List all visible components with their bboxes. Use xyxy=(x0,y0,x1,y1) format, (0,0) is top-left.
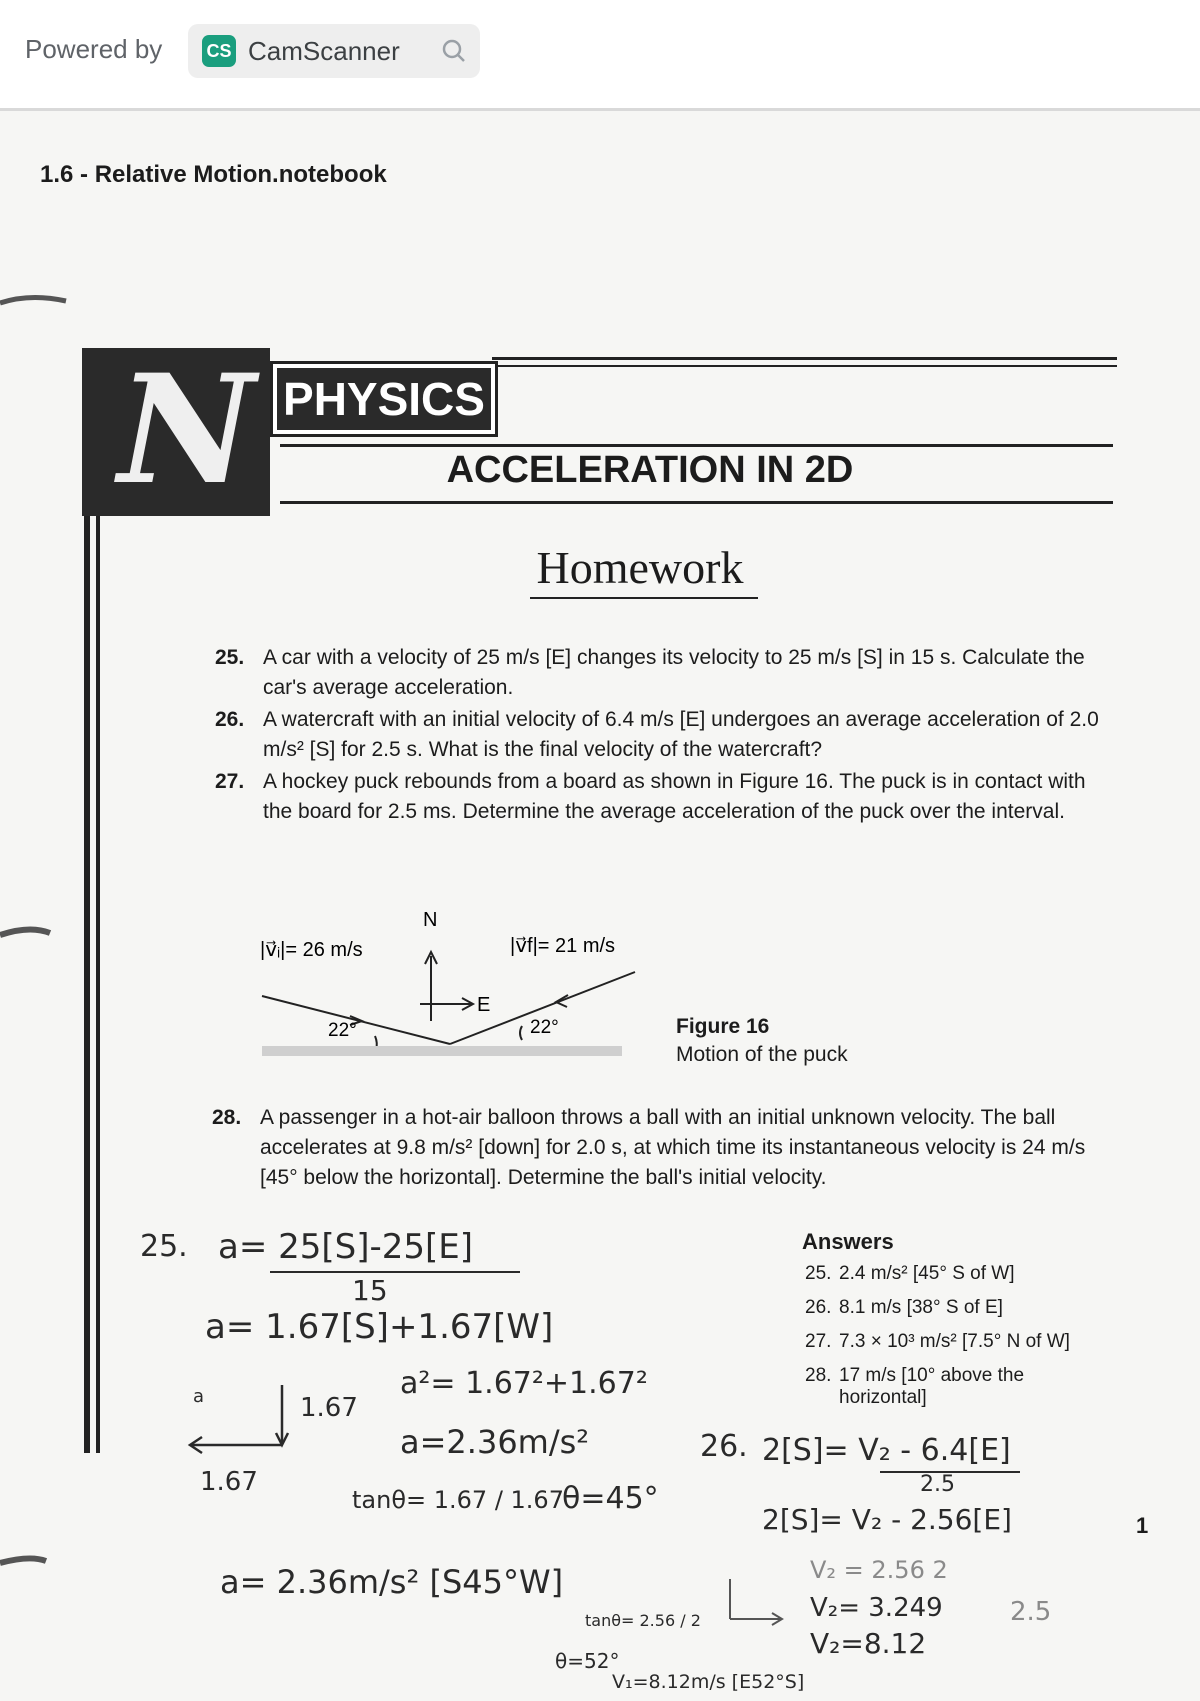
left-rule xyxy=(84,516,90,1453)
answer-number: 25. xyxy=(805,1263,832,1284)
compass-north-label: N xyxy=(423,909,438,931)
question-number: 28. xyxy=(212,1106,242,1129)
binder-ring-icon xyxy=(0,291,70,313)
topic-title: ACCELERATION IN 2D xyxy=(446,449,854,491)
hand-q26-equation: 2[S]= V₂ - 6.4[E] xyxy=(762,1433,1011,1468)
scanner-top-bar xyxy=(0,0,1200,108)
hand-q25-tangent: tanθ= 1.67 / 1.67 xyxy=(352,1486,564,1514)
question-number: 26. xyxy=(215,708,245,731)
initial-velocity-label: |v⃗ᵢ|= 26 m/s xyxy=(260,939,363,961)
figure-16-diagram xyxy=(250,886,650,1066)
answer-item xyxy=(805,1331,1139,1353)
hand-q26-step: V₂= 3.249 xyxy=(810,1593,943,1623)
hand-q26-denominator: 2.5 xyxy=(920,1472,955,1497)
hand-q26-final: V₁=8.12m/s [E52°S] xyxy=(612,1671,805,1693)
hand-q26-label: 26. xyxy=(700,1429,748,1464)
scanned-page xyxy=(0,108,1200,1701)
answer-number: 27. xyxy=(805,1331,832,1352)
binder-ring-icon xyxy=(0,923,70,945)
header-rule xyxy=(492,365,1117,367)
hand-fraction-bar xyxy=(270,1271,520,1273)
binder-ring-icon xyxy=(0,1551,70,1573)
hand-q25-pythagoras: a²= 1.67²+1.67² xyxy=(400,1366,648,1401)
powered-by-label: Powered by xyxy=(25,34,163,64)
hand-q26-angle: θ=52° xyxy=(555,1649,620,1673)
left-rule xyxy=(96,516,100,1453)
answer-number: 28. xyxy=(805,1365,832,1386)
question-text: A hockey puck rebounds from a board as shown in Figure 16. The puck is in contact with the board for 2.5 ms. Determine the average acceleration of the puck over the interval. xyxy=(263,770,1086,823)
question-text: A car with a velocity of 25 m/s [E] changes its velocity to 25 m/s [S] in 15 s. Calculate the car's average acceleration. xyxy=(263,646,1085,699)
figure-caption-title: Figure 16 xyxy=(676,1015,770,1038)
hand-vector-side-label: 1.67 xyxy=(300,1393,358,1423)
question-text: A watercraft with an initial velocity of 6.4 m/s [E] undergoes an average acceleration of 2.0 m/s² [S] for 2.5 s. What is the final velocity of the watercraft? xyxy=(263,708,1099,761)
left-angle-label: 22° xyxy=(328,1020,357,1041)
search-icon[interactable] xyxy=(440,37,468,65)
hand-q25-magnitude: a=2.36m/s² xyxy=(400,1423,590,1461)
hand-q26-faint-work: V₂ = 2.56 2 xyxy=(810,1556,948,1584)
header-rule xyxy=(492,357,1117,360)
right-angle-label: 22° xyxy=(530,1017,559,1038)
compass-icon xyxy=(420,952,473,1021)
hand-vector-sketch xyxy=(182,1379,292,1459)
notebook-title: 1.6 - Relative Motion.notebook xyxy=(40,161,387,188)
logo-letter: N xyxy=(118,342,256,518)
question-text: A passenger in a hot-air balloon throws a ball with an initial unknown velocity. The ball accelerates at 9.8 m/s² [down] for 2.0 s, at which time its instantaneous velocity is 24 m/s [45° below the horizontal]. Determine the ball's initial velocity. xyxy=(260,1106,1086,1189)
page-number: 1 xyxy=(1136,1513,1149,1538)
header-rule xyxy=(280,501,1113,504)
camscanner-logo-icon: CS xyxy=(202,35,236,67)
question-number: 25. xyxy=(215,646,245,669)
answer-number: 26. xyxy=(805,1297,832,1318)
hand-q26-vector-sketch xyxy=(720,1571,790,1631)
board-surface xyxy=(262,1046,622,1056)
hand-q25-angle: θ=45° xyxy=(562,1481,659,1516)
header-rule xyxy=(280,444,1113,447)
nelson-logo xyxy=(82,342,270,518)
subject-box xyxy=(270,361,498,437)
figure-caption-text: Motion of the puck xyxy=(676,1043,848,1066)
answer-text: 17 m/s [10° above the horizontal] xyxy=(839,1365,1025,1408)
hand-q25-equation: a= 25[S]-25[E] xyxy=(218,1227,474,1267)
camscanner-name: CamScanner xyxy=(248,36,400,66)
hand-q26-faint-divisor: 2.5 xyxy=(1010,1597,1052,1627)
hand-q26-tangent: tanθ= 2.56 / 2 xyxy=(585,1611,701,1630)
answer-text: 2.4 m/s² [45° S of W] xyxy=(839,1263,1015,1284)
hand-q25-components: a= 1.67[S]+1.67[W] xyxy=(205,1307,554,1347)
answer-item xyxy=(805,1365,1099,1409)
subject-label: PHYSICS xyxy=(277,368,491,430)
answer-item xyxy=(805,1297,1139,1319)
question-number: 27. xyxy=(215,770,245,793)
camscanner-badge[interactable] xyxy=(188,24,480,78)
hand-q26-result: V₂=8.12 xyxy=(810,1627,927,1660)
puck-path xyxy=(262,972,635,1050)
answers-title: Answers xyxy=(802,1229,894,1254)
hand-vector-a-label: a xyxy=(193,1386,205,1407)
answer-item xyxy=(805,1263,1139,1285)
hand-q25-final: a= 2.36m/s² [S45°W] xyxy=(220,1563,564,1601)
hand-q25-label: 25. xyxy=(140,1229,188,1264)
final-velocity-label: |v⃗f|= 21 m/s xyxy=(510,935,616,957)
hand-q26-rearranged: 2[S]= V₂ - 2.56[E] xyxy=(762,1503,1012,1536)
compass-east-label: E xyxy=(477,994,491,1016)
hand-q25-denominator: 15 xyxy=(352,1274,388,1307)
hand-vector-base-label: 1.67 xyxy=(200,1467,258,1497)
section-title-underline xyxy=(530,597,758,599)
answer-text: 7.3 × 10³ m/s² [7.5° N of W] xyxy=(839,1331,1070,1352)
section-title: Homework xyxy=(536,542,744,593)
answer-text: 8.1 m/s [38° S of E] xyxy=(839,1297,1003,1318)
